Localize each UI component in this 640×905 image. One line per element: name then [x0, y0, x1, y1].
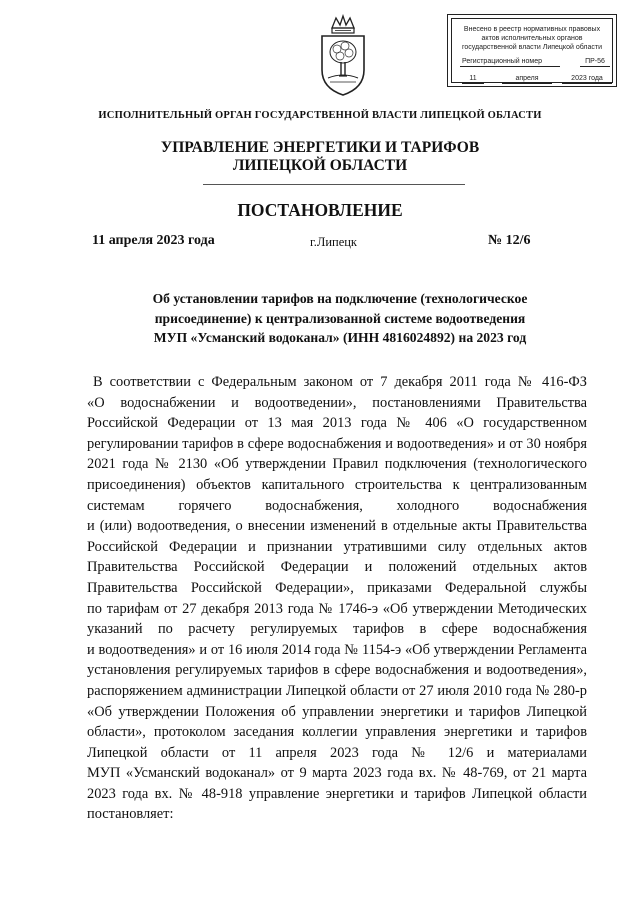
document-city: г.Липецк [310, 235, 358, 249]
stamp-day: 11 [462, 74, 484, 84]
document-body [87, 372, 587, 825]
body-line: присоединения) объектов капитального строительства к централизованным [87, 476, 587, 493]
body-line: Российской Федерации от 13 мая 2013 года № 406 «О государственном [87, 415, 587, 432]
body-line: «Об утверждении Положения об управлении энергетики и тарифов Липецкой [87, 703, 587, 720]
executive-organ-heading: ИСПОЛНИТЕЛЬНЫЙ ОРГАН ГОСУДАРСТВЕННОЙ ВЛАСТИ ЛИПЕЦКОЙ ОБЛАСТИ [98, 110, 542, 121]
body-line: указаний по расчету регулируемых тарифов в сфере водоснабжения [87, 621, 587, 638]
body-line: Липецкой области от 11 апреля 2023 года № 12/6 и материалами [87, 744, 587, 761]
body-line: регулировании тарифов в сфере водоснабжения и водоотведения» и от 30 ноября [87, 435, 587, 452]
body-line: и (или) водоотведения, о внесении изменений в отдельные акты Правительства [87, 518, 587, 535]
stamp-line-1: Внесено в реестр нормативных правовых [463, 26, 601, 33]
body-line: постановляет: [87, 806, 174, 823]
stamp-registration-number: ПР-56 [580, 57, 610, 67]
header-divider [203, 184, 465, 185]
body-line: области», протоколом заседания коллегии управления энергетики и тарифов [87, 724, 587, 741]
body-line: Правительства Российской Федерации», приказами Федеральной службы [87, 579, 587, 596]
document-number: № 12/6 [488, 233, 531, 248]
body-line: Российской Федерации и признании утратившими силу отдельных актов [87, 538, 587, 555]
body-line: системам горячего водоснабжения, холодного водоснабжения [87, 497, 587, 514]
stamp-year: 2023 года [562, 74, 612, 84]
body-line: 2021 года № 2130 «Об утверждении Правил подключения (технологического [87, 456, 587, 473]
department-title-line-2: ЛИПЕЦКОЙ ОБЛАСТИ [232, 157, 408, 174]
subject-line: Об установлении тарифов на подключение (технологическое [152, 291, 528, 306]
document-type-title: ПОСТАНОВЛЕНИЕ [237, 200, 403, 220]
body-line: «О водоснабжении и водоотведении», постановлениями Правительства [87, 394, 587, 411]
stamp-line-2: актов исполнительных органов [481, 35, 583, 42]
body-line: распоряжением администрации Липецкой области от 27 июля 2010 года № 280-р [87, 682, 587, 699]
body-line: В соответствии с Федеральным законом от 7 декабря 2011 года № 416-ФЗ [93, 374, 587, 390]
stamp-divider [460, 66, 560, 67]
body-line: МУП «Усманский водоканал» от 9 марта 2023 года вх. № 48-769, от 21 марта [87, 765, 587, 782]
stamp-registration-label: Регистрационный номер [462, 58, 542, 65]
body-line: по тарифам от 27 декабря 2013 года № 1746-э «Об утверждении Методических [87, 600, 587, 617]
stamp-line-3: государственной власти Липецкой области [461, 44, 602, 51]
body-line: Правительства Российской Федерации и положений отдельных актов [87, 559, 587, 576]
subject-line: МУП «Усманский водоканал» (ИНН 4816024892) на 2023 год [153, 330, 527, 345]
registry-stamp [447, 14, 617, 87]
body-line: и водоотведения» и от 16 июля 2014 года № 1154-э «Об утверждении Регламента [87, 641, 587, 658]
document-date: 11 апреля 2023 года [92, 233, 215, 248]
document-subject [110, 289, 570, 348]
body-line: установления регулируемых тарифов в сфере водоснабжения и водоотведения», [87, 662, 587, 679]
stamp-month: апреля [502, 74, 552, 84]
registry-stamp-frame [451, 18, 613, 83]
coat-of-arms-emblem-icon [318, 14, 368, 98]
body-line: 2023 года вх. № 48-918 управление энергетики и тарифов Липецкой области [87, 785, 587, 802]
department-title-line-1: УПРАВЛЕНИЕ ЭНЕРГЕТИКИ И ТАРИФОВ [160, 139, 480, 156]
subject-line: присоединение) к централизованной системе водоотведения [154, 310, 526, 326]
